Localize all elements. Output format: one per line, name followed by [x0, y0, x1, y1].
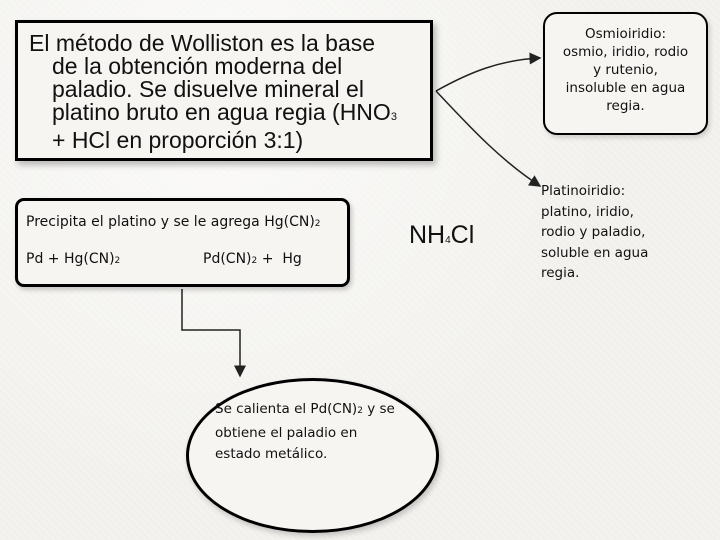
products-rest: + Hg — [257, 251, 302, 267]
osmioiridio-line-1: Osmioiridio: — [585, 26, 666, 42]
reaction-products — [203, 251, 302, 267]
nh4cl-nh: NH — [409, 221, 446, 249]
reaction-reactants — [26, 251, 120, 267]
platinoiridio-line-1: Platinoiridio: — [541, 183, 626, 199]
precipitation-line: Precipita el platino y se le agrega Hg(CN) — [26, 214, 315, 230]
arrow-to-platinoiridio — [436, 91, 540, 186]
precipitation-box — [15, 198, 350, 287]
hno3-subscript: 3 — [390, 111, 397, 123]
osmioiridio-line-3: y rutenio, — [593, 62, 658, 78]
arrow-to-heated — [182, 289, 240, 376]
nh4cl-reagent — [409, 221, 474, 250]
platinoiridio-line-4: soluble en agua — [541, 244, 649, 261]
platinoiridio-text — [541, 181, 665, 284]
precipitation-text — [26, 214, 321, 230]
heating-suffix: y se — [362, 401, 395, 417]
platinoiridio-line-2: platino, iridio, — [541, 203, 634, 220]
wollaston-method-box — [15, 20, 433, 161]
heating-line-3: estado metálico. — [215, 446, 328, 462]
osmioiridio-box — [543, 12, 708, 135]
osmioiridio-line-5: regia. — [606, 98, 645, 114]
arrow-to-osmioiridio — [436, 58, 540, 91]
heating-text — [215, 399, 415, 466]
heating-line-2: obtiene el paladio en — [215, 424, 358, 441]
products-subscript: 2 — [251, 256, 258, 266]
reactants-subscript: 2 — [114, 256, 121, 266]
main-text-line-3: paladio. Se disuelve mineral el — [52, 76, 364, 102]
platinoiridio-line-5: regia. — [541, 265, 580, 281]
precipitation-subscript: 2 — [314, 219, 321, 229]
main-text-line-4-text: platino bruto en agua regia (HNO — [52, 99, 391, 125]
heating-subscript: 2 — [357, 406, 363, 416]
reactants-text: Pd + Hg(CN) — [26, 251, 115, 267]
osmioiridio-line-2: osmio, iridio, rodio — [562, 44, 689, 60]
platinoiridio-line-3: rodio y paladio, — [541, 224, 646, 240]
heating-line-1 — [215, 399, 415, 423]
nh4cl-cl: Cl — [450, 221, 475, 249]
nh4cl-subscript: 4 — [445, 235, 451, 246]
main-text-line-1: El método de Wolliston es la base — [29, 30, 376, 56]
main-text-line-2: de la obtención moderna del — [52, 53, 343, 79]
products-text: Pd(CN) — [203, 251, 252, 267]
main-text-line-5: + HCl en proporción 3:1) — [52, 127, 304, 153]
osmioiridio-line-4: insoluble en agua — [565, 80, 686, 96]
heating-prefix: Se calienta el Pd(CN) — [215, 401, 358, 417]
main-text-line-4 — [29, 101, 420, 129]
